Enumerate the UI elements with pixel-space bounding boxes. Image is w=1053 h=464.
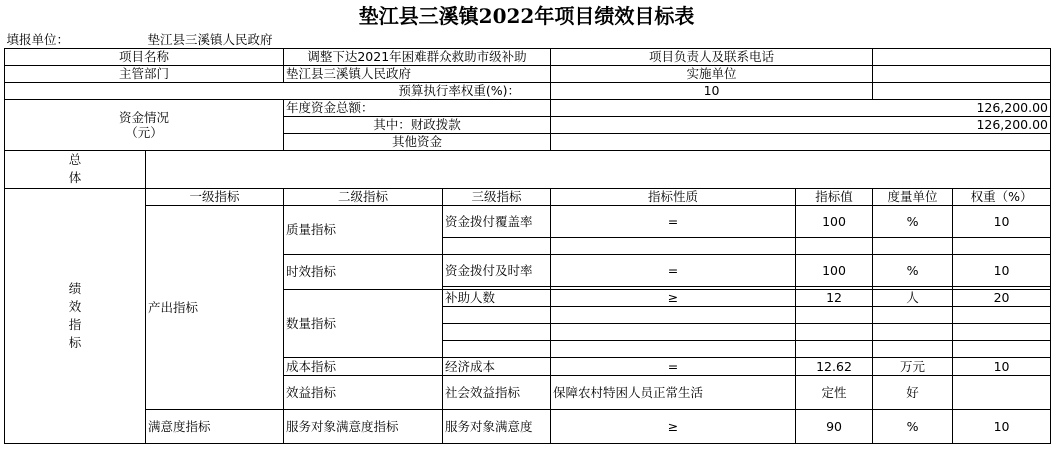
people-nature: ≥	[551, 289, 796, 306]
social-value: 好	[873, 375, 953, 409]
header-level3: 三级指标	[443, 188, 551, 205]
level1-output: 产出指标	[146, 205, 284, 409]
impl-label: 实施单位	[551, 65, 873, 82]
header-value: 指标值	[796, 188, 873, 205]
header-weight: 权重（%）	[953, 188, 1051, 205]
project-name-value: 调整下达2021年困难群众救助市级补助	[284, 48, 551, 65]
level2-timeliness: 时效指标	[284, 254, 443, 289]
overall-value	[146, 150, 1051, 188]
social-nature: 定性	[796, 375, 873, 409]
funds-unit: （元）	[125, 124, 163, 140]
impl-value	[873, 65, 1051, 82]
level2-service: 服务对象满意度指标	[284, 409, 443, 443]
budget-weight-value: 10	[551, 82, 873, 99]
funds-total-row	[5, 99, 1051, 116]
funds-fiscal-value: 126,200.00	[551, 116, 1051, 133]
indicator-section-cell	[5, 188, 146, 443]
filler-value: 垫江县三溪镇人民政府	[147, 32, 273, 48]
cost-name: 经济成本	[443, 357, 551, 375]
dept-row	[5, 65, 1051, 82]
level1-satisfaction: 满意度指标	[146, 409, 284, 443]
table-row	[5, 205, 1051, 237]
page-title: 垫江县三溪镇2022年项目绩效目标表	[358, 4, 695, 28]
table-row	[5, 409, 1051, 443]
cost-weight: 10	[953, 357, 1051, 375]
header-level2: 二级指标	[284, 188, 443, 205]
funds-label-cell	[5, 99, 284, 150]
cost-value: 12.62	[796, 357, 873, 375]
timely-weight: 10	[953, 254, 1051, 286]
header-level1: 一级指标	[146, 188, 284, 205]
overall-label: 总体	[68, 152, 82, 185]
level2-social: 社会效益指标	[443, 375, 551, 409]
level2-cost: 成本指标	[284, 357, 443, 375]
filler-row	[5, 32, 1051, 48]
funds-other-value	[551, 133, 1051, 150]
coverage-name: 资金拨付覆盖率	[443, 205, 551, 237]
timely-value: 100	[796, 254, 873, 286]
people-weight: 20	[953, 289, 1051, 306]
satisfaction-weight: 10	[953, 409, 1051, 443]
coverage-weight: 10	[953, 205, 1051, 237]
social-unit	[953, 375, 1051, 409]
project-name-row	[5, 48, 1051, 65]
indicator-header-row	[5, 188, 1051, 205]
filler-label: 填报单位：	[6, 32, 70, 48]
project-name-label: 项目名称	[5, 48, 284, 65]
satisfaction-nature: ≥	[551, 409, 796, 443]
indicator-section-label: 绩效指标	[68, 280, 82, 350]
people-unit: 人	[873, 289, 953, 306]
timely-unit: %	[873, 254, 953, 286]
satisfaction-value: 90	[796, 409, 873, 443]
performance-target-table	[4, 32, 1051, 444]
level2-quantity: 数量指标	[284, 289, 443, 357]
satisfaction-name: 服务对象满意度	[443, 409, 551, 443]
level2-quality: 质量指标	[284, 205, 443, 254]
funds-total-value: 126,200.00	[551, 99, 1051, 116]
people-value: 12	[796, 289, 873, 306]
satisfaction-unit: %	[873, 409, 953, 443]
header-unit: 度量单位	[873, 188, 953, 205]
project-owner-label: 项目负责人及联系电话	[551, 48, 873, 65]
timely-name: 资金拨付及时率	[443, 254, 551, 286]
cost-nature: =	[551, 357, 796, 375]
funds-other-label: 其他资金	[284, 133, 551, 150]
timely-nature: =	[551, 254, 796, 286]
funds-fiscal-label: 其中：财政拨款	[284, 116, 551, 133]
dept-value: 垫江县三溪镇人民政府	[284, 65, 551, 82]
overall-label-cell	[5, 150, 146, 188]
budget-weight-label: 预算执行率权重(%)：	[5, 82, 551, 99]
header-nature: 指标性质	[551, 188, 796, 205]
people-name: 补助人数	[443, 289, 551, 306]
social-name: 保障农村特困人员正常生活	[551, 375, 796, 409]
funds-total-label: 年度资金总额：	[284, 99, 551, 116]
cost-unit: 万元	[873, 357, 953, 375]
overall-row	[5, 150, 1051, 188]
coverage-unit: %	[873, 205, 953, 237]
coverage-value: 100	[796, 205, 873, 237]
level1-benefit: 效益指标	[284, 375, 443, 409]
coverage-nature: =	[551, 205, 796, 237]
funds-label: 资金情况	[118, 109, 169, 125]
dept-label: 主管部门	[5, 65, 284, 82]
budget-weight-row	[5, 82, 1051, 99]
project-owner-value	[873, 48, 1051, 65]
